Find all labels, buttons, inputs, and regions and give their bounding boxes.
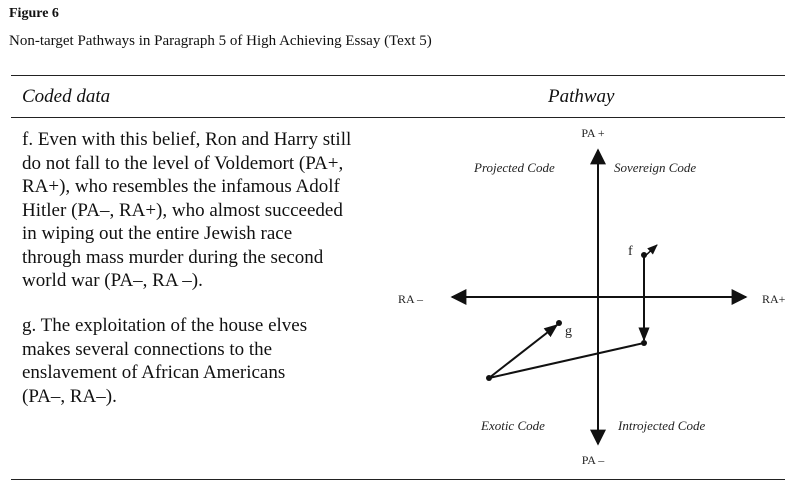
paragraph-line: makes several connections to the — [22, 338, 273, 360]
paragraph-line: world war (PA–, RA –). — [22, 270, 203, 291]
pa-minus-label: PA – — [581, 453, 605, 467]
paragraph-line: do not fall to the level of Voldemort (PA+, — [22, 152, 344, 174]
pathway-g-end-point — [556, 320, 562, 326]
pathway-f-label: f — [628, 244, 633, 259]
introjected-code-label: Introjected Code — [618, 418, 706, 433]
paragraph-line: f. Even with this belief, Ron and Harry still — [22, 129, 352, 150]
pa-plus-label: PA + — [581, 126, 605, 140]
paragraph-line: Hitler (PA–, RA+), who almost succeeded — [22, 199, 343, 221]
sovereign-code-label: Sovereign Code — [614, 160, 697, 175]
paragraph-line: (PA–, RA–). — [22, 385, 117, 407]
exotic-code-label: Exotic Code — [481, 418, 545, 433]
figure-label: Figure 6 — [9, 6, 59, 21]
pathway-f-start-point — [641, 252, 647, 258]
paragraph-line: through mass murder during the second — [22, 246, 324, 268]
pathway-g-turn-point — [641, 340, 647, 346]
paragraph-line: g. The exploitation of the house elves — [22, 315, 308, 336]
pathway-g-label: g — [565, 324, 572, 339]
paragraph-line: RA+), who resembles the infamous Adolf — [22, 176, 340, 197]
figure-caption: Non-target Pathways in Paragraph 5 of High Achieving Essay (Text 5) — [9, 33, 432, 49]
paragraph-line: in wiping out the entire Jewish race — [22, 223, 293, 244]
coded-data-header: Coded data — [22, 86, 111, 107]
paragraph-line: enslavement of African Americans — [22, 362, 286, 383]
projected-code-label: Projected Code — [474, 160, 555, 175]
ra-plus-label: RA+ — [762, 292, 786, 306]
pathway-header: Pathway — [548, 86, 615, 107]
ra-minus-label: RA – — [398, 292, 424, 306]
pathway-g-vertex — [486, 375, 492, 381]
